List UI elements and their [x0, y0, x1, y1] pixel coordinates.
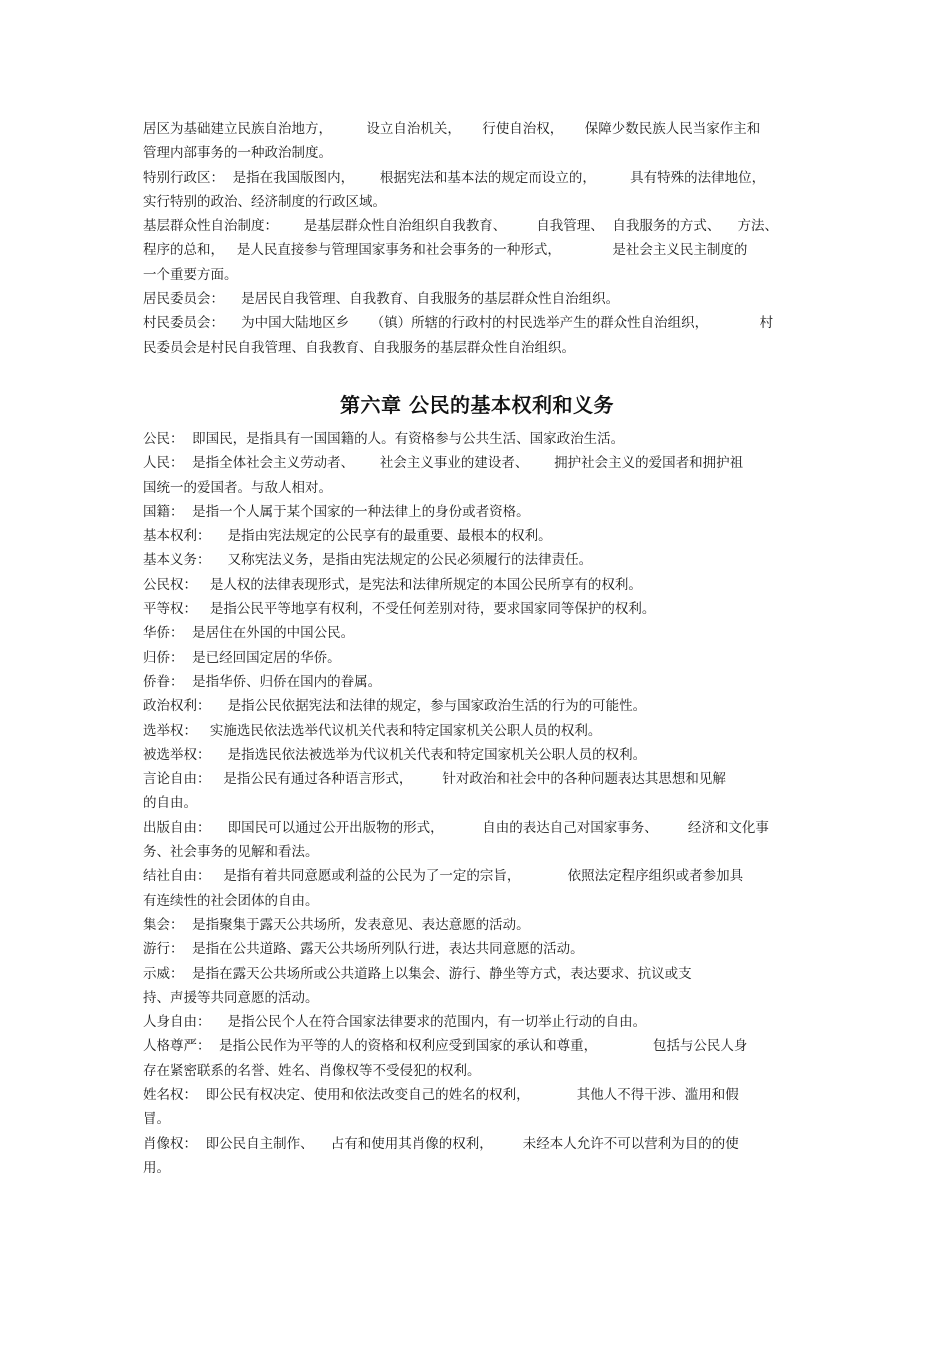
- paragraph-personal-freedom: 人身自由： 是指公民个人在符合国家法律要求的范围内，有一切举止行动的自由。: [143, 1014, 647, 1031]
- paragraph-civil-rights: 公民权： 是人权的法律表现形式，是宪法和法律所规定的本国公民所享有的权利。: [143, 576, 642, 593]
- paragraph-nationality: 国籍： 是指一个人属于某个国家的一种法律上的身份或者资格。: [143, 503, 530, 520]
- paragraph-freedom-of-association: 结社自由： 是指有着共同意愿或利益的公民为了一定的宗旨， 依照法定程序组织或者参加具 有连续性的社会团体的自由。: [143, 868, 744, 909]
- paragraph-people: 人民： 是指全体社会主义劳动者、 社会主义事业的建设者、 拥护社会主义的爱国者和拥护祖 国统一的爱国者。与敌人相对。: [143, 455, 744, 496]
- paragraph-freedom-of-speech: 言论自由： 是指公民有通过各种语言形式， 针对政治和社会中的各种问题表达其思想和见解 的自由。: [143, 771, 726, 812]
- paragraph-basic-rights: 基本权利： 是指由宪法规定的公民享有的最重要、最根本的权利。: [143, 528, 552, 545]
- paragraph-grassroots-autonomy-system: 基层群众性自治制度： 是基层群众性自治组织自我教育、 自我管理、 自我服务的方式、 方法、 程序的总和， 是人民直接参与管理国家事务和社会事务的一种形式， 是社会主义民主制度的 一个重要方面。: [143, 218, 779, 283]
- section-citizen-rights-definitions: [143, 427, 811, 1180]
- paragraph-residents-committee: 居民委员会： 是居民自我管理、自我教育、自我服务的基层群众性自治组织。: [143, 291, 620, 308]
- paragraph-citizen: 公民： 即国民，是指具有一国国籍的人。有资格参与公共生活、国家政治生活。: [143, 430, 625, 447]
- chapter-title: 第六章 公民的基本权利和义务: [340, 392, 614, 417]
- paragraph-procession: 游行： 是指在公共道路、露天公共场所列队行进，表达共同意愿的活动。: [143, 941, 584, 958]
- paragraph-right-of-name: 姓名权： 即公民有权决定、使用和依法改变自己的姓名的权利， 其他人不得干涉、滥用和假 冒。: [143, 1086, 739, 1128]
- document-body: [143, 117, 811, 1180]
- paragraph-special-administrative-region: 特别行政区： 是指在我国版图内， 根据宪法和基本法的规定而设立的， 具有特殊的法律地位， 实行特别的政治、经济制度的行政区域。: [143, 169, 766, 210]
- section-autonomy-definitions: [143, 117, 811, 360]
- paragraph-villagers-committee: 村民委员会： 为中国大陆地区乡 （镇）所辖的行政村的村民选举产生的群众性自治组织， 村 民委员会是村民自我管理、自我教育、自我服务的基层群众性自治组织。: [143, 315, 774, 356]
- paragraph-basic-duties: 基本义务： 又称宪法义务，是指由宪法规定的公民必须履行的法律责任。: [143, 552, 593, 569]
- paragraph-political-rights: 政治权利： 是指公民依据宪法和法律的规定，参与国家政治生活的行为的可能性。: [143, 698, 647, 715]
- paragraph-overseas-chinese-relatives: 侨眷： 是指华侨、归侨在国内的眷属。: [143, 673, 382, 690]
- paragraph-overseas-chinese: 华侨： 是居住在外国的中国公民。: [143, 625, 355, 642]
- paragraph-demonstration: 示威： 是指在露天公共场所或公共道路上以集会、游行、静坐等方式，表达要求、抗议或支 持、声援等共同意愿的活动。: [143, 965, 692, 1006]
- paragraph-right-to-be-elected: 被选举权： 是指选民依法被选举为代议机关代表和特定国家机关公职人员的权利。: [143, 746, 647, 763]
- paragraph-right-to-vote: 选举权： 实施选民依法选举代议机关代表和特定国家机关公职人员的权利。: [143, 722, 602, 739]
- paragraph-returned-overseas-chinese: 归侨： 是已经回国定居的华侨。: [143, 649, 341, 666]
- paragraph-assembly: 集会： 是指聚集于露天公共场所，发表意见、表达意愿的活动。: [143, 916, 530, 933]
- paragraph-ethnic-autonomy: 居区为基础建立民族自治地方， 设立自治机关， 行使自治权， 保障少数民族人民当家作主和 管理内部事务的一种政治制度。: [143, 121, 761, 162]
- paragraph-personal-dignity: 人格尊严： 是指公民作为平等的人的资格和权利应受到国家的承认和尊重， 包括与公民人身 存在紧密联系的名誉、姓名、肖像权等不受侵犯的权利。: [143, 1038, 748, 1079]
- paragraph-freedom-of-press: 出版自由： 即国民可以通过公开出版物的形式， 自由的表达自己对国家事务、 经济和文化事 务、社会事务的见解和看法。: [143, 819, 769, 861]
- paragraph-equality-right: 平等权： 是指公民平等地享有权利，不受任何差别对待，要求国家同等保护的权利。: [143, 601, 656, 618]
- paragraph-right-of-portrait: 肖像权： 即公民自主制作、 占有和使用其肖像的权利， 未经本人允许不可以营利为目的的使 用。: [143, 1135, 739, 1176]
